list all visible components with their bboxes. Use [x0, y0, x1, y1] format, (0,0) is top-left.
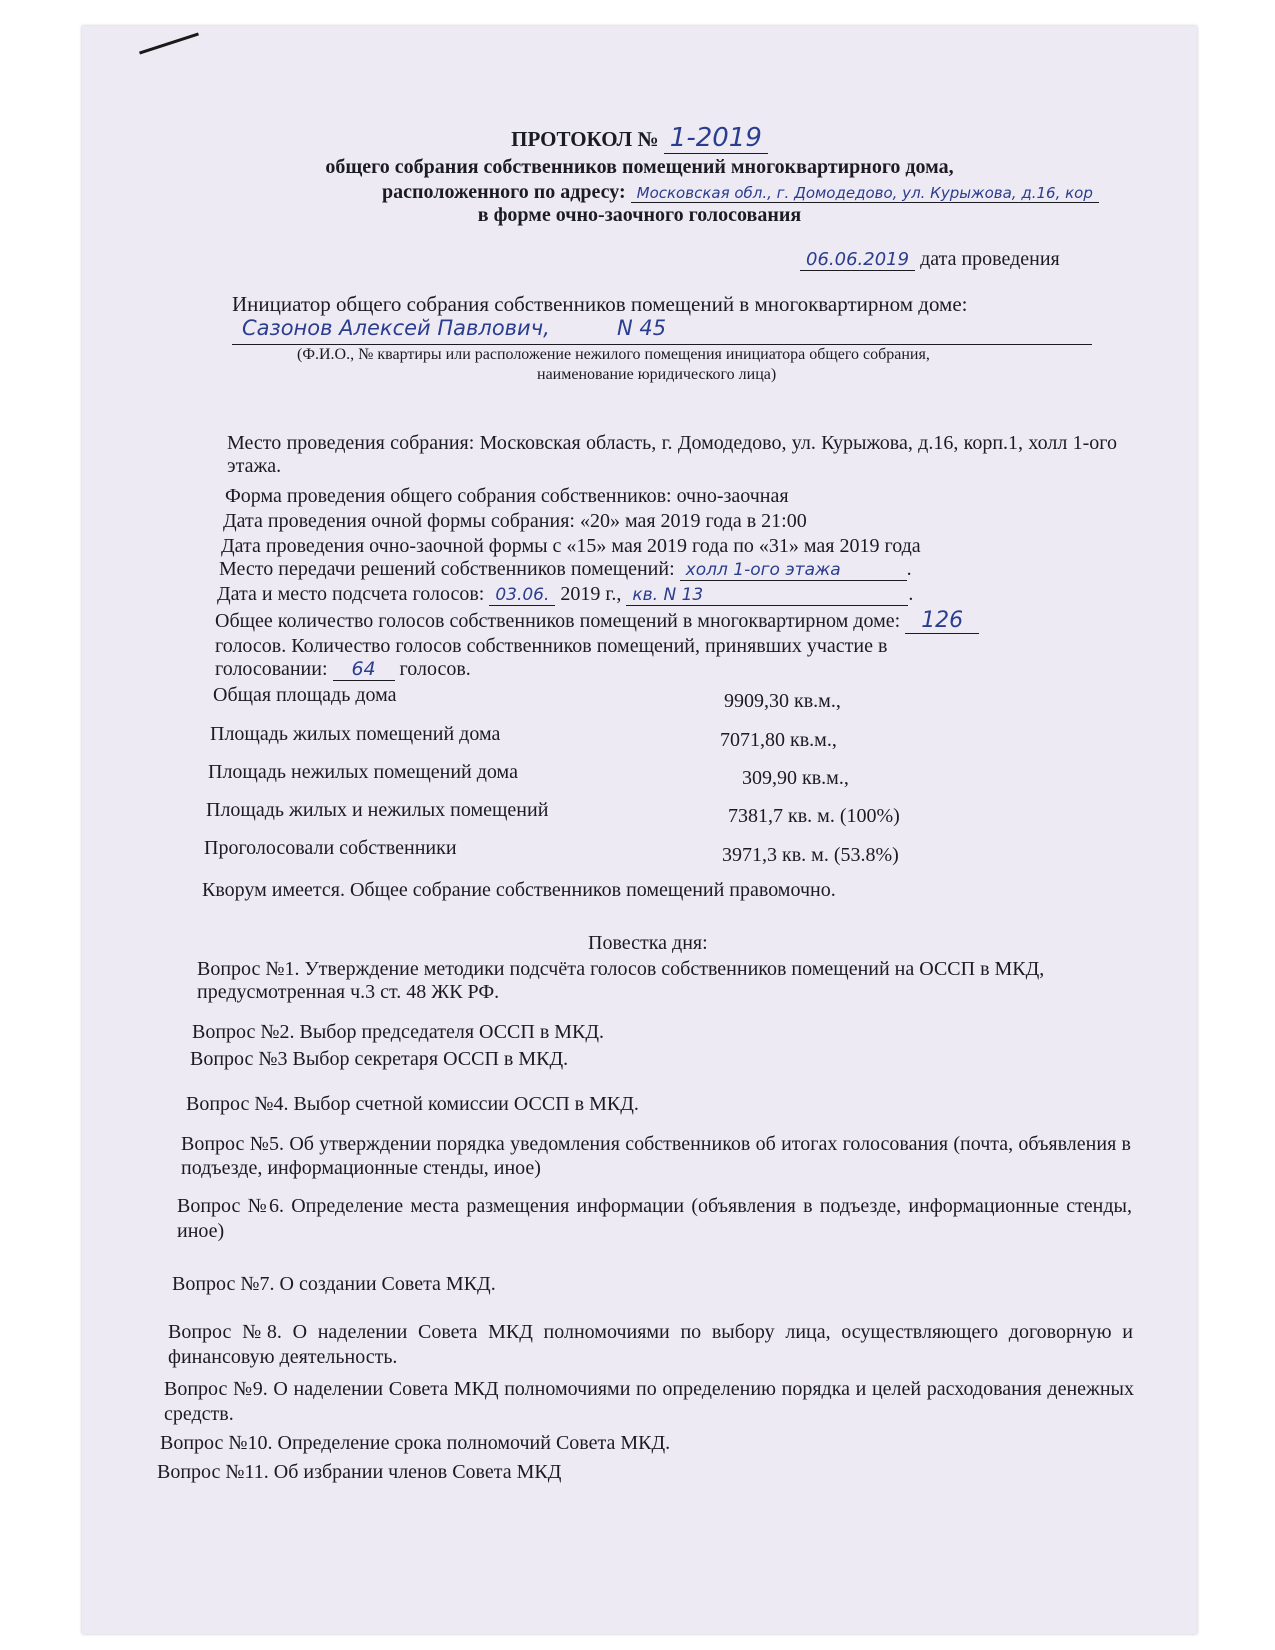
address-handwritten: Московская обл., г. Домодедово, ул. Курыжова, д.16, кор: [631, 184, 1099, 203]
agenda-question-7: Вопрос №7. О создании Совета МКД.: [172, 1273, 496, 1295]
initiator-line: [232, 316, 1092, 345]
initiator-label: Инициатор общего собрания собственников помещений в многоквартирном доме:: [232, 292, 968, 316]
protocol-subtitle-1: общего собрания собственников помещений многоквартирного дома,: [325, 156, 954, 178]
protocol-subtitle-3: в форме очно-заочного голосования: [477, 204, 802, 226]
area-label: Площадь жилых и нежилых помещений: [206, 799, 549, 821]
initiator-name-handwritten: Сазонов Алексей Павлович,: [242, 316, 550, 340]
agenda-question-4: Вопрос №4. Выбор счетной комиссии ОССП в МКД.: [186, 1093, 639, 1115]
area-value: 7381,7 кв. м. (100%): [728, 805, 900, 827]
initiator-note-1: (Ф.И.О., № квартиры или расположение нежилого помещения инициатора общего собрания,: [297, 346, 930, 363]
initiator-apartment-handwritten: N 45: [617, 316, 667, 340]
agenda-title: Повестка дня:: [588, 932, 708, 954]
protocol-title: [82, 123, 1197, 154]
mixed-form-dates: Дата проведения очно-заочной формы с «15» мая 2019 года по «31» мая 2019 года: [221, 535, 921, 557]
agenda-question-10: Вопрос №10. Определение срока полномочий Совета МКД.: [160, 1432, 671, 1454]
meeting-form: Форма проведения общего собрания собственников: очно-заочная: [225, 485, 789, 507]
address-label: расположенного по адресу:: [382, 181, 626, 203]
decisions-place-handwritten: холл 1-ого этажа: [680, 560, 907, 581]
vote-count-line: Дата и место подсчета голосов: 03.06. 2019 г., кв. N 13 .: [217, 583, 914, 605]
agenda-question-11: Вопрос №11. Об избрании членов Совета МКД: [157, 1461, 562, 1483]
initiator-note-2: наименование юридического лица): [537, 366, 777, 383]
pen-stroke-mark: [139, 32, 199, 54]
area-value: 9909,30 кв.м.,: [724, 690, 841, 712]
area-value: 3971,3 кв. м. (53.8%): [722, 844, 899, 866]
decisions-place-line: Место передачи решений собственников помещений: холл 1-ого этажа .: [219, 558, 912, 580]
meeting-date-label: дата проведения: [920, 248, 1060, 270]
in-person-date: Дата проведения очной формы собрания: «20» мая 2019 года в 21:00: [223, 510, 807, 532]
quorum-statement: Кворум имеется. Общее собрание собственников помещений правомочно.: [202, 879, 836, 901]
document-page: [82, 26, 1197, 1634]
area-label: Площадь нежилых помещений дома: [208, 761, 518, 783]
meeting-date-handwritten: 06.06.2019: [800, 249, 915, 271]
meeting-place: Место проведения собрания: Московская область, г. Домодедово, ул. Курыжова, д.16, корп.1, холл 1-ого этажа.: [227, 432, 1117, 477]
vote-count-label: Дата и место подсчета голосов:: [217, 583, 485, 605]
total-votes-label: Общее количество голосов собственников помещений в многоквартирном доме:: [215, 610, 901, 632]
agenda-question-1: Вопрос №1. Утверждение методики подсчёта голосов собственников помещений на ОССП в МКД, предусмотренная ч.3 ст. 48 ЖК РФ.: [197, 958, 1045, 1003]
agenda-question-5: Вопрос №5. Об утверждении порядка уведомления собственников об итогах голосования (почта, объявления в подъезде, информационные стенды, иное): [181, 1133, 1131, 1179]
area-value: 309,90 кв.м.,: [742, 767, 849, 789]
participants-text: голосов. Количество голосов собственников помещений, принявших участие в: [215, 635, 888, 657]
protocol-number: 1-2019: [664, 123, 768, 154]
address-line: [382, 181, 1099, 204]
agenda-question-2: Вопрос №2. Выбор председателя ОССП в МКД.: [192, 1021, 605, 1043]
area-value: 7071,80 кв.м.,: [720, 729, 837, 751]
participants-handwritten: 64: [333, 658, 395, 681]
vote-count-date-handwritten: 03.06.: [489, 585, 555, 606]
meeting-date-line: [800, 248, 1060, 271]
total-votes-handwritten: 126: [905, 608, 979, 634]
vote-count-place-handwritten: кв. N 13: [626, 585, 908, 606]
area-label: Проголосовали собственники: [204, 837, 457, 859]
area-label: Площадь жилых помещений дома: [210, 723, 501, 745]
vote-count-year: 2019 г.,: [560, 583, 622, 605]
agenda-question-8: Вопрос №8. О наделении Совета МКД полномочиями по выбору лица, осуществляющего договорную и финансовую деятельность.: [168, 1321, 1133, 1368]
participants-line: [215, 658, 471, 681]
agenda-question-9: Вопрос №9. О наделении Совета МКД полномочиями по определению порядка и целей расходования денежных средств.: [164, 1378, 1134, 1425]
total-votes-line: [215, 608, 979, 634]
area-label: Общая площадь дома: [213, 684, 397, 706]
protocol-label: ПРОТОКОЛ №: [511, 127, 659, 151]
decisions-place-label: Место передачи решений собственников помещений:: [219, 558, 675, 580]
agenda-question-6: Вопрос №6. Определение места размещения информации (объявления в подъезде, информационные стенды, иное): [177, 1195, 1132, 1242]
participants-label: голосовании:: [215, 658, 328, 680]
agenda-question-3: Вопрос №3 Выбор секретаря ОССП в МКД.: [190, 1048, 569, 1070]
participants-suffix: голосов.: [399, 658, 471, 680]
